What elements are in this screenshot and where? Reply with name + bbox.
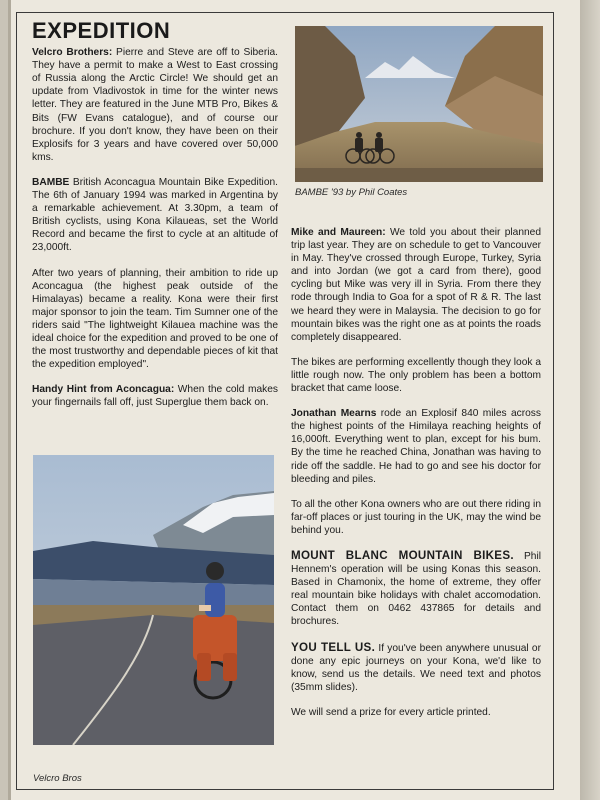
page-title: EXPEDITION	[32, 18, 171, 43]
article-mike-and-maureen	[291, 226, 541, 344]
velcro-bros-photo	[33, 455, 274, 745]
velcro-bros-caption: Velcro Bros	[33, 773, 82, 784]
article-body: The bikes are performing excellently though they look a little rough now. The only problem has been a bottom bracket that came loose.	[291, 356, 541, 395]
article-body: We will send a prize for every article printed.	[291, 706, 491, 718]
page-fold	[8, 0, 11, 800]
article-lead: Mike and Maureen:	[291, 227, 386, 238]
article-body: When the cold makes your fingernails fall off, just Superglue them back on.	[32, 384, 278, 409]
article-lead: Velcro Brothers:	[32, 47, 113, 59]
article-lead: BAMBE	[32, 176, 70, 188]
article-lead: MOUNT BLANC MOUNTAIN BIKES.	[291, 548, 514, 562]
article-velcro-brothers	[32, 46, 278, 164]
article-mount-blanc	[291, 549, 541, 629]
article-lead: YOU TELL US.	[291, 640, 376, 654]
article-body: rode an Explosif 840 miles across the highest points of the Himilaya reaching heights of 16,000ft. Everything went to plan, except for his bum. By the time he reached China, Jonathan was having to ride off the saddle. He had to go and see his doctor for bleeding and piles.	[291, 408, 541, 485]
bambe-photo	[295, 26, 543, 182]
article-bikes-performing	[291, 356, 541, 395]
article-bambe-planning	[32, 267, 278, 372]
article-kona-owners	[291, 498, 541, 537]
right-column	[291, 226, 541, 731]
article-prize	[291, 706, 541, 719]
article-lead: Handy Hint from Aconcagua:	[32, 384, 175, 396]
article-you-tell-us	[291, 641, 541, 694]
article-body: After two years of planning, their ambition to ride up Aconcagua (the highest peak outside of the Himalayas) became a reality. Kona were their first major sponsor to join the team. Tim Sumner one of the riders said "The lightweight Kilauea machine was the ideal choice for the expedition and proved to be one of the most trustworthy and dependable pieces of kit that the expedition employed".	[32, 267, 278, 371]
article-bambe	[32, 176, 278, 255]
article-body: Pierre and Steve are off to Siberia. They have a permit to make a West to East crossing of Russia along the Arctic Circle! We should get an update from Vladivostok in time for the winter news letter. They are featured in the June MTB Pro, Bikes & Bits (FW Evans catalogue), and of course our brochure. If you don't know, they have been on their Explosifs for 3 years and have covered over 50,000 kms.	[32, 47, 278, 163]
article-body: Phil Hennem's operation will be using Konas this season. Based in Chamonix, the home of extreme, they offer real mountain bike holidays with chalet accomodation. Contact them on 0462 437865 for details and brochures.	[291, 550, 541, 628]
bambe-photo-caption: BAMBE '93 by Phil Coates	[295, 187, 408, 198]
next-page-edge	[580, 0, 600, 800]
article-body: British Aconcagua Mountain Bike Expedition. The 6th of January 1994 was marked in Argentina by a remarkable achievement. At 3.30pm, a team of British cyclists, using Kona Kilaueas, set the World Record and became the first to cycle at an altitude of 23,000ft.	[32, 176, 278, 254]
left-column	[32, 18, 278, 421]
article-handy-hint	[32, 383, 278, 409]
article-body: To all the other Kona owners who are out there riding in far-off places or just touring in the UK, may the wind be behind you.	[291, 498, 541, 536]
article-body: If you've been anywhere unusual or done any epic journeys on your Kona, we'd like to know, send us the details. We need text and photos (35mm slides).	[291, 642, 541, 693]
article-body: We told you about their planned trip last year. They are on schedule to get to Vancouver in May. They've crossed through Europe, Turkey, Syria and into Jordan (we got a card from there), good cycling but Mike was very ill in Syria. From there they rode through India to Goa for a spot of R & R. The last we heard they were in Malaysia. The decision to go for mountain bikes was the right one as at points the roads completely disappeared.	[291, 227, 541, 343]
article-lead: Jonathan Mearns	[291, 408, 377, 420]
article-jonathan-mearns	[291, 407, 541, 486]
